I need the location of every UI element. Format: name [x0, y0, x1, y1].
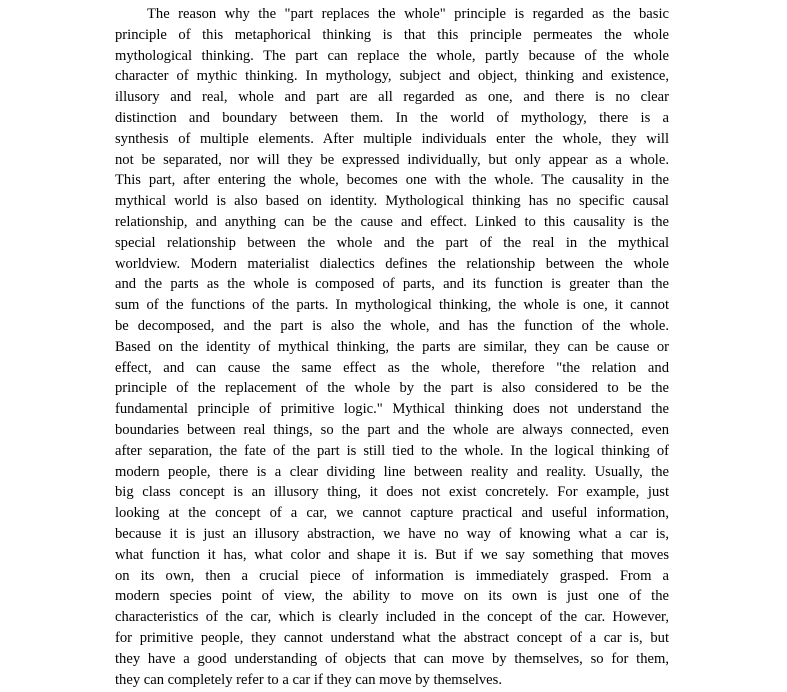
paragraph-line: on its own, then a crucial piece of information is immediately grasped. From a: [115, 567, 669, 584]
paragraph-line: because it is just an illusory abstraction, we have no way of knowing what a car is,: [115, 525, 669, 542]
paragraph-line: looking at the concept of a car, we cannot capture practical and useful information,: [115, 505, 669, 522]
paragraph-line: be decomposed, and the part is also the whole, and has the function of the whole.: [115, 317, 669, 334]
paragraph-line: fundamental principle of primitive logic." Mythical thinking does not understand the: [115, 401, 669, 418]
paragraph-line: worldview. Modern materialist dialectics defines the relationship between the whole: [115, 255, 669, 272]
paragraph-line: they can completely refer to a car if they can move by themselves.: [115, 671, 502, 688]
paragraph-line: sum of the functions of the parts. In mythological thinking, the whole is one, it cannot: [115, 297, 669, 314]
paragraph-line: modern species point of view, the ability to move on its own is just one of the: [115, 588, 669, 605]
paragraph-line: mythological thinking. The part can replace the whole, partly because of the whole: [115, 47, 669, 64]
paragraph-line: The reason why the "part replaces the whole" principle is regarded as the basic: [147, 6, 669, 22]
paragraph-line: character of mythic thinking. In mythology, subject and object, thinking and existence,: [115, 68, 669, 85]
paragraph-line: principle of this metaphorical thinking is that this principle permeates the whole: [115, 26, 669, 43]
paragraph-line: mythical world is also based on identity. Mythological thinking has no specific causal: [115, 193, 669, 210]
paragraph-line: synthesis of multiple elements. After multiple individuals enter the whole, they will: [115, 130, 669, 147]
paragraph-line: after separation, the fate of the part is still tied to the whole. In the logical thinking of: [115, 442, 669, 459]
paragraph-line: what function it has, what color and shape it is. But if we say something that moves: [115, 546, 669, 563]
paragraph-line: they have a good understanding of objects that can move by themselves, so for them,: [115, 650, 669, 667]
paragraph-line: effect, and can cause the same effect as the whole, therefore "the relation and: [115, 359, 669, 376]
paragraph-line: principle of the replacement of the whole by the part is also considered to be the: [115, 380, 669, 397]
paragraph-line: illusory and real, whole and part are all regarded as one, and there is no clear: [115, 89, 669, 106]
paragraph-line: distinction and boundary between them. In the world of mythology, there is a: [115, 109, 669, 126]
paragraph-line: This part, after entering the whole, becomes one with the whole. The causality in the: [115, 172, 669, 189]
paragraph-line: and the parts as the whole is composed of parts, and its function is greater than the: [115, 276, 669, 293]
paragraph-line: boundaries between real things, so the part and the whole are always connected, even: [115, 421, 669, 438]
paragraph-line: characteristics of the car, which is clearly included in the concept of the car. However,: [115, 609, 669, 626]
body-paragraph: [115, 4, 669, 690]
paragraph-line: for primitive people, they cannot understand what the abstract concept of a car is, but: [115, 629, 669, 646]
paragraph-line: Based on the identity of mythical thinking, the parts are similar, they can be cause or: [115, 338, 669, 355]
paragraph-line: special relationship between the whole and the part of the real in the mythical: [115, 234, 669, 251]
paragraph-line: relationship, and anything can be the cause and effect. Linked to this causality is the: [115, 213, 669, 230]
paragraph-line: not be separated, nor will they be expressed individually, but only appear as a whole.: [115, 151, 669, 168]
paragraph-line: big class concept is an illusory thing, it does not exist concretely. For example, just: [115, 484, 669, 501]
paragraph-line: modern people, there is a clear dividing line between reality and reality. Usually, the: [115, 463, 669, 480]
